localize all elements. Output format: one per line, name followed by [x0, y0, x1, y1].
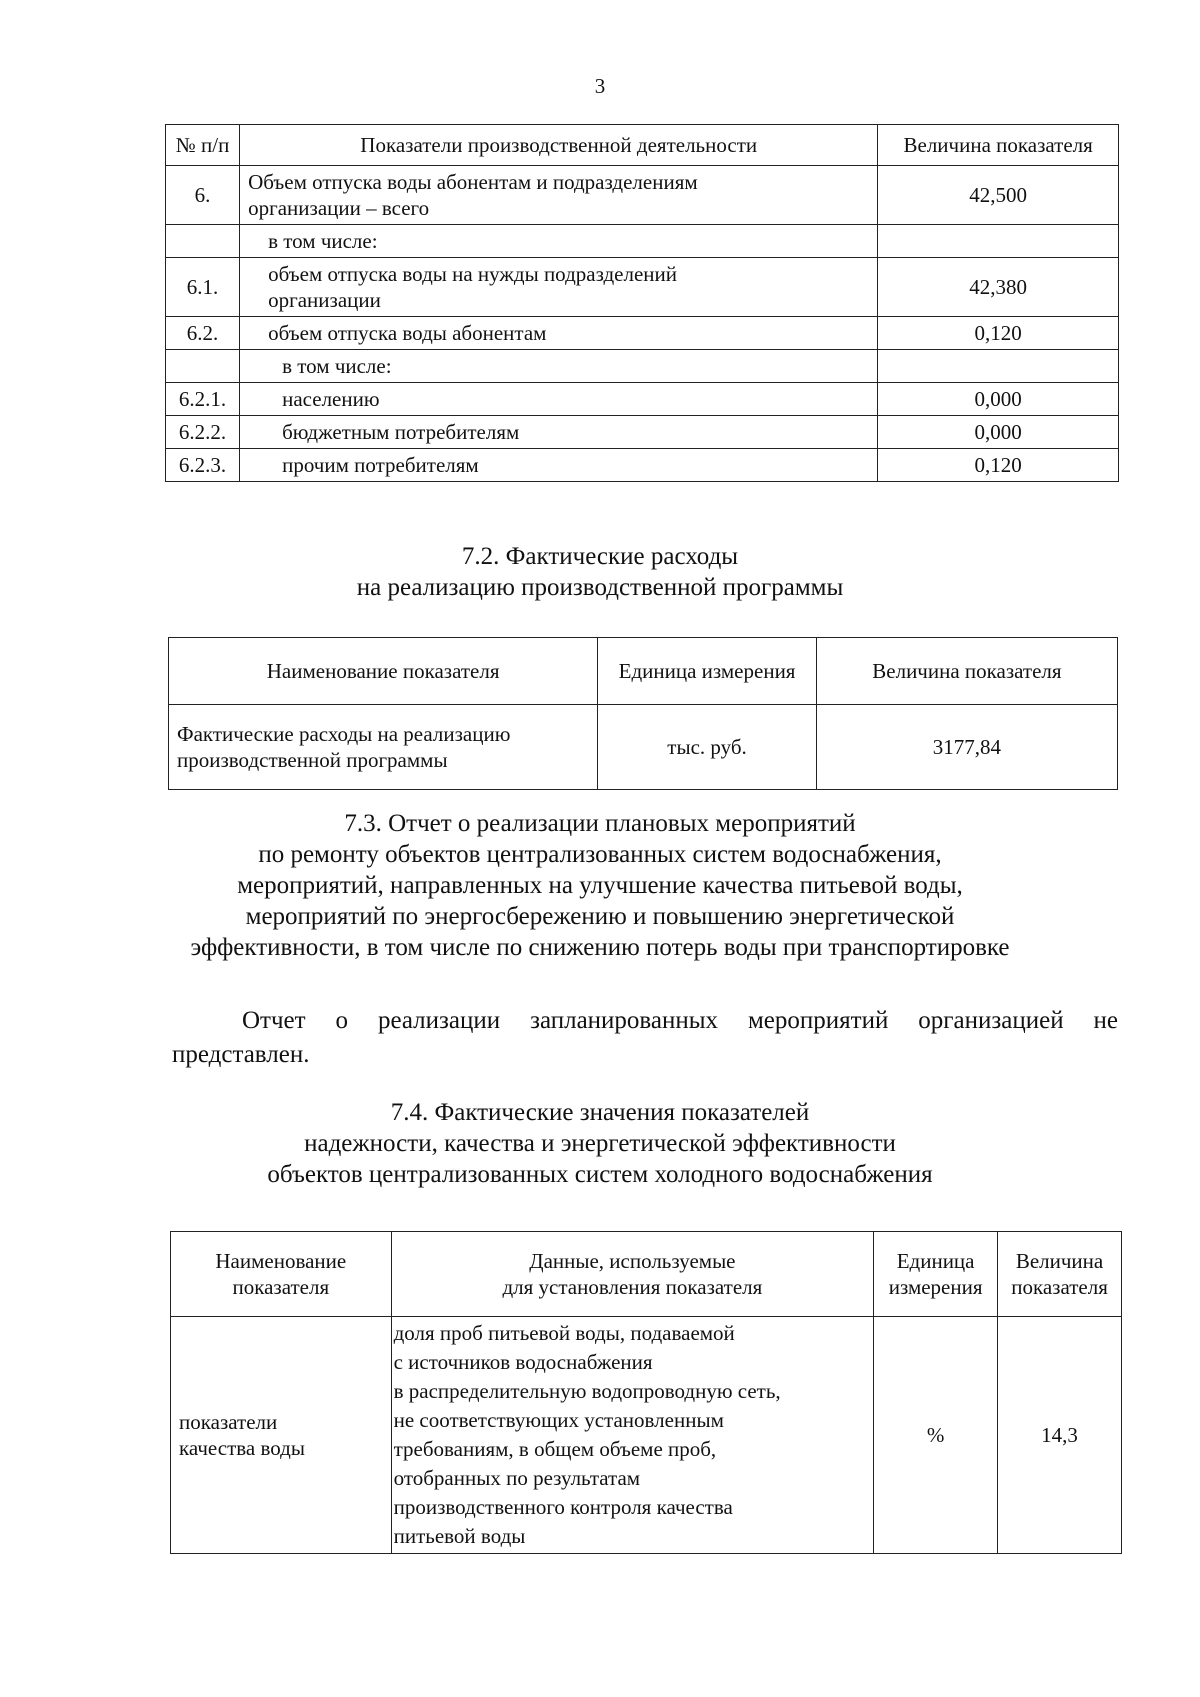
row-num	[166, 350, 240, 383]
table-header-row	[169, 638, 1118, 705]
row-data: доля проб питьевой воды, подаваемой с источников водоснабжения в распределительную водопроводную сеть, не соответствующих установленным требованиям, в общем объеме проб, отобранных по результатам производственного контроля качества питьевой воды	[391, 1317, 874, 1554]
header-unit: Единица измерения	[598, 638, 817, 705]
header-data: Данные, используемые для установления показателя	[391, 1232, 874, 1317]
title-line: надежности, качества и энергетической эффективности	[304, 1130, 896, 1157]
title-line: по ремонту объектов централизованных систем водоснабжения,	[258, 841, 942, 868]
row-name: Фактические расходы на реализацию производственной программы	[169, 705, 598, 790]
table-header-row	[171, 1232, 1122, 1317]
section-7-3-title	[0, 808, 1200, 963]
row-value: 0,120	[878, 317, 1119, 350]
row-value: 0,000	[878, 416, 1119, 449]
row-value	[878, 350, 1119, 383]
title-line: 7.2. Фактические расходы	[461, 543, 739, 570]
table-row	[166, 350, 1119, 383]
row-name: прочим потребителям	[240, 449, 878, 482]
row-name: населению	[240, 383, 878, 416]
row-name: в том числе:	[240, 350, 878, 383]
production-indicators-table	[165, 124, 1119, 482]
table-row	[166, 317, 1119, 350]
actual-expenses-table	[168, 637, 1118, 790]
row-value: 42,380	[878, 258, 1119, 317]
row-unit: тыс. руб.	[598, 705, 817, 790]
report-paragraph: Отчет о реализации запланированных мероприятий организацией не представлен.	[172, 1007, 1118, 1068]
section-7-2-title	[0, 541, 1200, 603]
section-7-4-title	[0, 1097, 1200, 1190]
row-name: объем отпуска воды на нужды подразделений организации	[240, 258, 878, 317]
title-line: на реализацию производственной программы	[356, 574, 844, 601]
title-line: эффективности, в том числе по снижению потерь воды при транспортировке	[190, 934, 1010, 961]
header-num: № п/п	[166, 125, 240, 166]
row-name: показатели качества воды	[171, 1317, 392, 1554]
table-row	[169, 705, 1118, 790]
row-value: 42,500	[878, 166, 1119, 225]
row-num: 6.1.	[166, 258, 240, 317]
title-line: 7.3. Отчет о реализации плановых мероприятий	[344, 810, 856, 837]
table-header-row	[166, 125, 1119, 166]
page-number: 3	[594, 74, 606, 98]
row-name: бюджетным потребителям	[240, 416, 878, 449]
title-line: мероприятий, направленных на улучшение качества питьевой воды,	[237, 872, 963, 899]
row-value	[878, 225, 1119, 258]
quality-indicators-table	[170, 1231, 1122, 1554]
header-name: Наименование показателя	[171, 1232, 392, 1317]
title-line: мероприятий по энергосбережению и повышению энергетической	[245, 903, 955, 930]
row-value: 0,000	[878, 383, 1119, 416]
row-num: 6.2.	[166, 317, 240, 350]
row-name: в том числе:	[240, 225, 878, 258]
title-line: объектов централизованных систем холодного водоснабжения	[267, 1161, 933, 1188]
row-value: 14,3	[998, 1317, 1122, 1554]
header-name: Наименование показателя	[169, 638, 598, 705]
row-value: 0,120	[878, 449, 1119, 482]
row-unit: %	[874, 1317, 998, 1554]
table-row	[171, 1317, 1122, 1554]
header-value: Величина показателя	[816, 638, 1117, 705]
table-row	[166, 416, 1119, 449]
row-name: объем отпуска воды абонентам	[240, 317, 878, 350]
table-row	[166, 383, 1119, 416]
table-row	[166, 225, 1119, 258]
row-name: Объем отпуска воды абонентам и подразделениям организации – всего	[240, 166, 878, 225]
row-num	[166, 225, 240, 258]
row-num: 6.2.3.	[166, 449, 240, 482]
title-line: 7.4. Фактические значения показателей	[390, 1099, 810, 1126]
header-value: Величина показателя	[998, 1232, 1122, 1317]
header-indicators: Показатели производственной деятельности	[240, 125, 878, 166]
header-value: Величина показателя	[878, 125, 1119, 166]
row-num: 6.	[166, 166, 240, 225]
header-unit: Единица измерения	[874, 1232, 998, 1317]
table-row	[166, 166, 1119, 225]
row-num: 6.2.2.	[166, 416, 240, 449]
table-row	[166, 449, 1119, 482]
table-row	[166, 258, 1119, 317]
row-num: 6.2.1.	[166, 383, 240, 416]
row-value: 3177,84	[816, 705, 1117, 790]
